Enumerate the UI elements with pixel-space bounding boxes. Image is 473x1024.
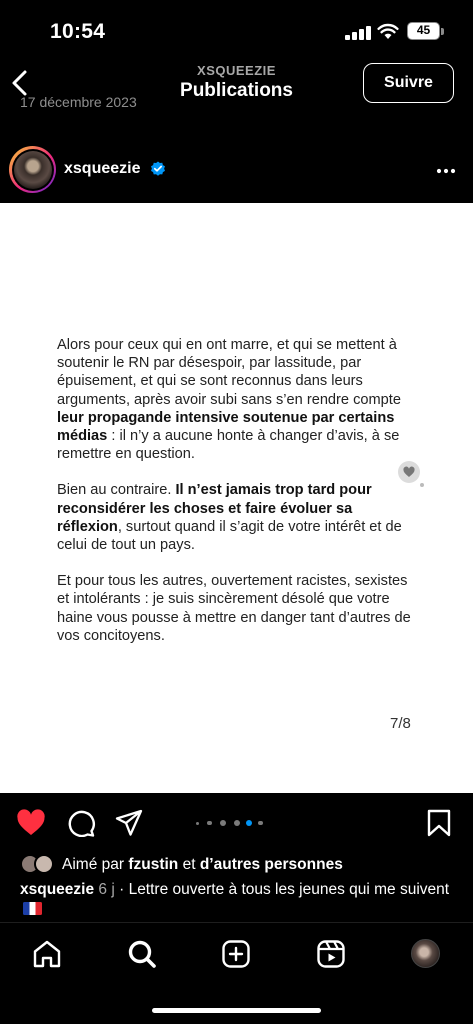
follow-button[interactable]: Suivre [363,63,454,103]
paragraph-text: , surtout quand il s’agit de votre intérêt et de celui de tout un pays. [57,518,402,554]
paragraph-text: Alors pour ceux qui en ont marre, et qui se mettent à soutenir le RN par désespoir, par lassitude, par épuisement, et qui se sont reconnus dans leurs arguments, après avoir subi sans s’en rendre compte [57,337,401,408]
battery-icon [407,22,440,40]
paragraph-3 [57,572,417,645]
bookmark-icon[interactable] [424,809,454,837]
battery-tip [441,28,444,35]
previous-post-date: 17 décembre 2023 [20,97,137,110]
add-post-icon[interactable] [221,939,251,969]
heart-icon[interactable] [16,809,46,837]
likes-row[interactable] [20,853,460,877]
paragraph-2 [57,481,417,554]
bottom-tab-bar [0,922,473,982]
likes-prefix: Aimé par [62,856,129,873]
heart-overlay-icon [398,461,420,483]
post-age: 6 j [98,881,115,898]
likes-text [62,856,343,874]
search-icon[interactable] [127,939,157,969]
paragraph-bold: leur propagande intensive soutenue par certains médias [57,409,395,445]
more-options-icon[interactable] [436,168,456,174]
paragraph-bold: Il n’est jamais trop tard pour reconsidérer les choses et faire évoluer sa réflexion [57,482,372,535]
account-name: XSQUEEZIE [197,63,276,78]
comment-icon[interactable] [66,809,96,837]
home-icon[interactable] [32,939,62,969]
cellular-signal-icon [345,25,371,40]
verified-badge-icon [150,161,166,177]
liker-avatars [20,854,60,876]
caption-text: · Lettre ouverte à tous les jeunes qui me suivent [114,881,450,898]
post-header [0,142,473,202]
paragraph-text: : il n’y a aucune honte à changer d’avis, à se remettre en question. [57,428,400,463]
paragraph-text: Et pour tous les autres, ouvertement racistes, sexistes et intolérants : je suis sincèrement désolé que votre haine vous pousse à mettre en danger tant d’autres de vos concitoyens. [57,573,411,644]
liker-username[interactable]: fzustin [128,856,179,873]
likes-others[interactable]: d’autres personnes [199,856,343,873]
send-icon[interactable] [114,809,144,837]
paragraph-1 [57,336,417,463]
overlay-dot [420,483,424,487]
avatar [14,151,52,189]
caption [20,880,460,920]
avatar [34,854,54,874]
post-actions [0,800,473,846]
wifi-icon [377,22,399,40]
post-username[interactable]: xsqueezie [64,160,141,177]
reels-icon[interactable] [316,939,346,969]
profile-avatar-tab[interactable] [411,939,440,968]
letter-text [57,336,417,663]
carousel-indicator [196,819,266,827]
page-title: Publications [180,80,293,101]
story-ring-avatar[interactable] [9,146,56,193]
french-flag-emoji [23,902,42,915]
paragraph-text: Bien au contraire. [57,482,176,499]
post-image[interactable] [0,203,473,793]
battery-level: 45 [416,23,431,37]
status-bar [0,0,473,58]
likes-middle: et [178,856,200,873]
status-time: 10:54 [50,20,106,43]
home-indicator [152,1008,321,1013]
page-indicator: 7/8 [390,715,411,732]
caption-username[interactable]: xsqueezie [20,881,95,898]
